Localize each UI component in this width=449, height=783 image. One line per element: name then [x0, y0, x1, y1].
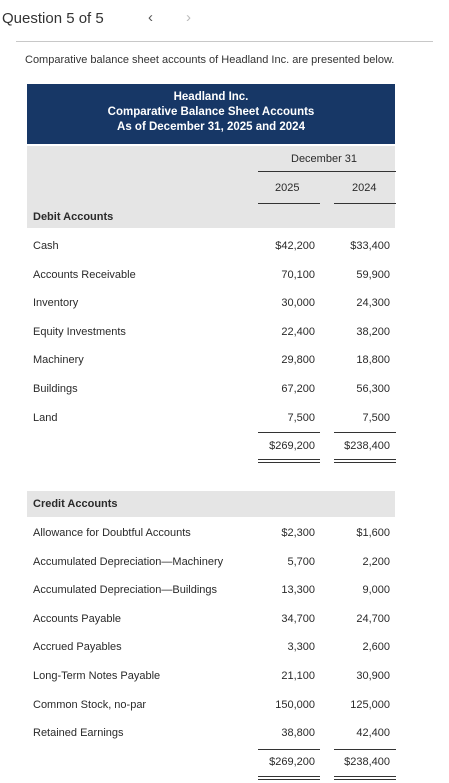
col-2024-underline — [334, 203, 396, 204]
row-label: Common Stock, no-par — [33, 698, 147, 711]
col-2025-header: 2025 — [275, 182, 300, 194]
row-value-2024: 7,500 — [362, 411, 390, 424]
row-value-2025: 3,300 — [287, 641, 315, 654]
header-divider — [16, 41, 433, 42]
row-value-2025: 13,300 — [281, 584, 315, 597]
row-value-2025: 67,200 — [281, 383, 315, 395]
period-underline — [258, 171, 396, 172]
row-label: Retained Earnings — [33, 727, 124, 740]
row-label: Inventory — [33, 297, 79, 310]
row-label: Land — [33, 411, 58, 424]
next-question-icon[interactable]: › — [186, 9, 191, 26]
row-value-2024: 125,000 — [350, 698, 390, 711]
period-header: December 31 — [291, 153, 358, 165]
row-value-2024: $33,400 — [350, 240, 390, 252]
debit-total-2024: $238,400 — [344, 440, 390, 452]
col-2024-header: 2024 — [352, 182, 377, 194]
row-value-2024: 2,200 — [362, 555, 390, 568]
credit-total-rule-2024 — [334, 749, 396, 750]
statement-title: Comparative Balance Sheet Accounts — [107, 106, 315, 118]
row-label: Accumulated Depreciation—Buildings — [33, 584, 218, 597]
row-value-2025: 30,000 — [281, 297, 315, 310]
debit-total-2025: $269,200 — [269, 440, 315, 452]
statement-date: As of December 31, 2025 and 2024 — [117, 121, 305, 133]
intro-text: Comparative balance sheet accounts of Headland Inc. are presented below. — [25, 54, 395, 66]
row-label: Machinery — [33, 354, 84, 367]
row-value-2025: 22,400 — [281, 325, 315, 338]
row-value-2024: 9,000 — [362, 584, 390, 597]
debit-heading: Debit Accounts — [33, 211, 114, 223]
row-value-2025: 21,100 — [281, 670, 315, 682]
row-label: Cash — [33, 240, 59, 252]
row-value-2024: 38,200 — [356, 325, 390, 338]
table-title-box — [27, 84, 395, 144]
row-label: Allowance for Doubtful Accounts — [33, 527, 191, 539]
company-name: Headland Inc. — [173, 91, 249, 103]
row-value-2024: 30,900 — [356, 670, 390, 682]
row-value-2024: 18,800 — [356, 354, 390, 367]
row-value-2024: 56,300 — [356, 383, 390, 395]
credit-total-2024: $238,400 — [344, 756, 390, 768]
row-value-2024: $1,600 — [356, 527, 390, 539]
row-value-2025: 5,700 — [287, 555, 315, 568]
row-value-2024: 42,400 — [356, 727, 390, 740]
row-label: Buildings — [33, 383, 78, 395]
credit-double-rule-2025 — [258, 776, 320, 780]
col-2025-underline — [258, 203, 320, 204]
row-label: Accounts Payable — [33, 612, 122, 625]
credit-double-rule-2024 — [334, 776, 396, 780]
previous-question-icon[interactable]: ‹ — [148, 9, 153, 26]
row-value-2025: 29,800 — [281, 354, 315, 367]
row-label: Equity Investments — [33, 325, 126, 338]
row-value-2024: 24,700 — [356, 612, 390, 625]
debit-double-rule-2025 — [258, 459, 320, 463]
row-value-2025: 7,500 — [287, 411, 315, 424]
question-title: Question 5 of 5 — [2, 10, 104, 27]
question-header — [0, 0, 449, 40]
row-value-2025: $42,200 — [275, 240, 315, 252]
debit-double-rule-2024 — [334, 459, 396, 463]
row-value-2025: $2,300 — [281, 527, 315, 539]
row-label: Long-Term Notes Payable — [33, 670, 161, 682]
row-label: Accumulated Depreciation—Machinery — [33, 555, 224, 568]
credit-heading: Credit Accounts — [33, 498, 118, 510]
row-value-2024: 2,600 — [362, 641, 390, 654]
row-value-2025: 150,000 — [275, 698, 315, 711]
row-value-2025: 70,100 — [281, 268, 315, 281]
debit-total-rule-2024 — [334, 432, 396, 433]
debit-total-rule-2025 — [258, 432, 320, 433]
row-value-2025: 34,700 — [281, 612, 315, 625]
row-label: Accounts Receivable — [33, 268, 136, 281]
row-label: Accrued Payables — [33, 641, 122, 654]
row-value-2024: 24,300 — [356, 297, 390, 310]
row-value-2024: 59,900 — [356, 268, 390, 281]
credit-total-2025: $269,200 — [269, 756, 315, 768]
row-value-2025: 38,800 — [281, 727, 315, 740]
credit-total-rule-2025 — [258, 749, 320, 750]
